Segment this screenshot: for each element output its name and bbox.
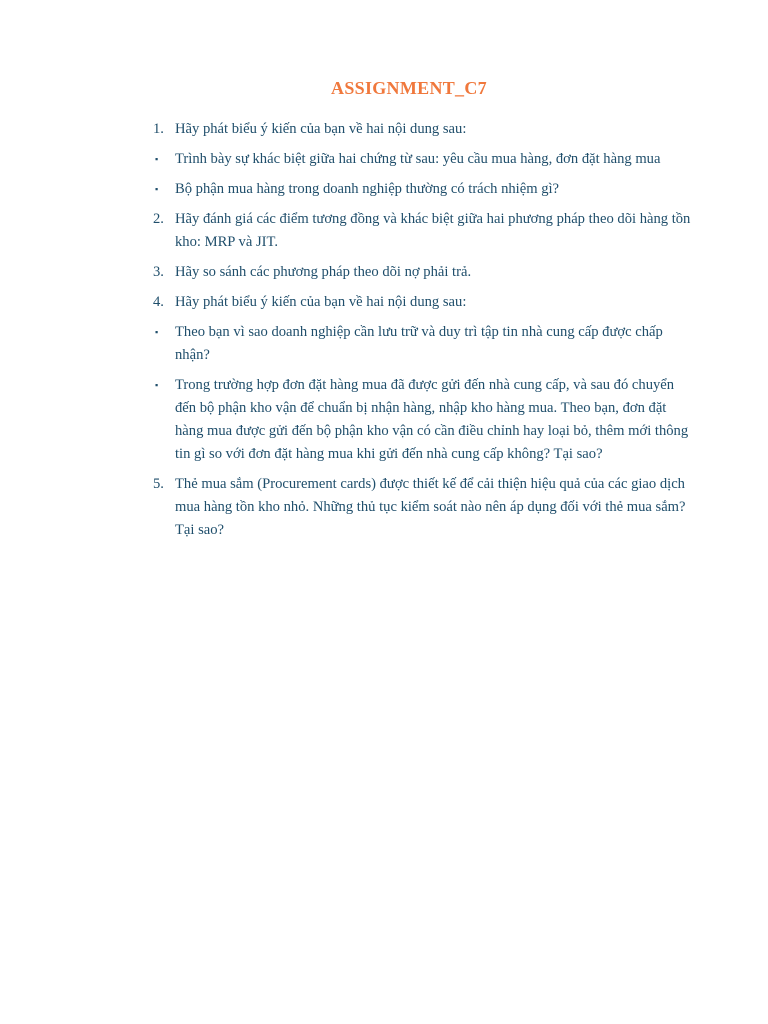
list-marker: 2. [153,211,164,227]
list-item-text: Hãy so sánh các phương pháp theo dõi nợ phải trả. [175,264,472,280]
list-item [150,208,695,254]
list-item-text: Theo bạn vì sao doanh nghiệp cần lưu trữ và duy trì tập tin nhà cung cấp được chấp nhận? [175,324,663,363]
list-item [150,321,695,367]
list-item-text: Hãy phát biểu ý kiến của bạn về hai nội dung sau: [175,294,467,310]
list-marker: 4. [153,294,164,310]
bullet-icon: ▪ [155,380,159,390]
list-item-text: Thẻ mua sắm (Procurement cards) được thiết kế để cải thiện hiệu quả của các giao dịch mua hàng tồn kho nhỏ. Những thủ tục kiểm soát nào nên áp dụng đối với thẻ mua sắm? Tại sao? [175,476,686,538]
document-title: ASSIGNMENT_C7 [331,78,487,98]
bullet-icon: ▪ [155,154,159,164]
list-marker: 5. [153,476,164,492]
list-item [150,291,695,314]
list-item-text: Hãy đánh giá các điểm tương đồng và khác biệt giữa hai phương pháp theo dõi hàng tồn kho: MRP và JIT. [175,211,691,250]
list-item [150,148,695,171]
list-item-text: Trình bày sự khác biệt giữa hai chứng từ sau: yêu cầu mua hàng, đơn đặt hàng mua [175,151,661,167]
list-item [150,118,695,141]
bullet-icon: ▪ [155,184,159,194]
list-marker: 3. [153,264,164,280]
list-item-text: Trong trường hợp đơn đặt hàng mua đã được gửi đến nhà cung cấp, và sau đó chuyển đến bộ phận kho vận để chuẩn bị nhận hàng, nhập kho hàng mua. Theo bạn, đơn đặt hàng mua được gửi đến bộ phận kho vận có cần điều chỉnh hay loại bỏ, thêm mới thông tin gì so với đơn đặt hàng mua khi gửi đến nhà cung cấp không? Tại sao? [175,377,689,462]
list-item [150,374,695,466]
list-item [150,261,695,284]
list-item [150,473,695,542]
list-item [150,178,695,201]
list-marker: 1. [153,121,164,137]
list-item-text: Bộ phận mua hàng trong doanh nghiệp thường có trách nhiệm gì? [175,181,560,197]
bullet-icon: ▪ [155,327,159,337]
question-list [150,118,695,549]
list-item-text: Hãy phát biểu ý kiến của bạn về hai nội dung sau: [175,121,467,137]
